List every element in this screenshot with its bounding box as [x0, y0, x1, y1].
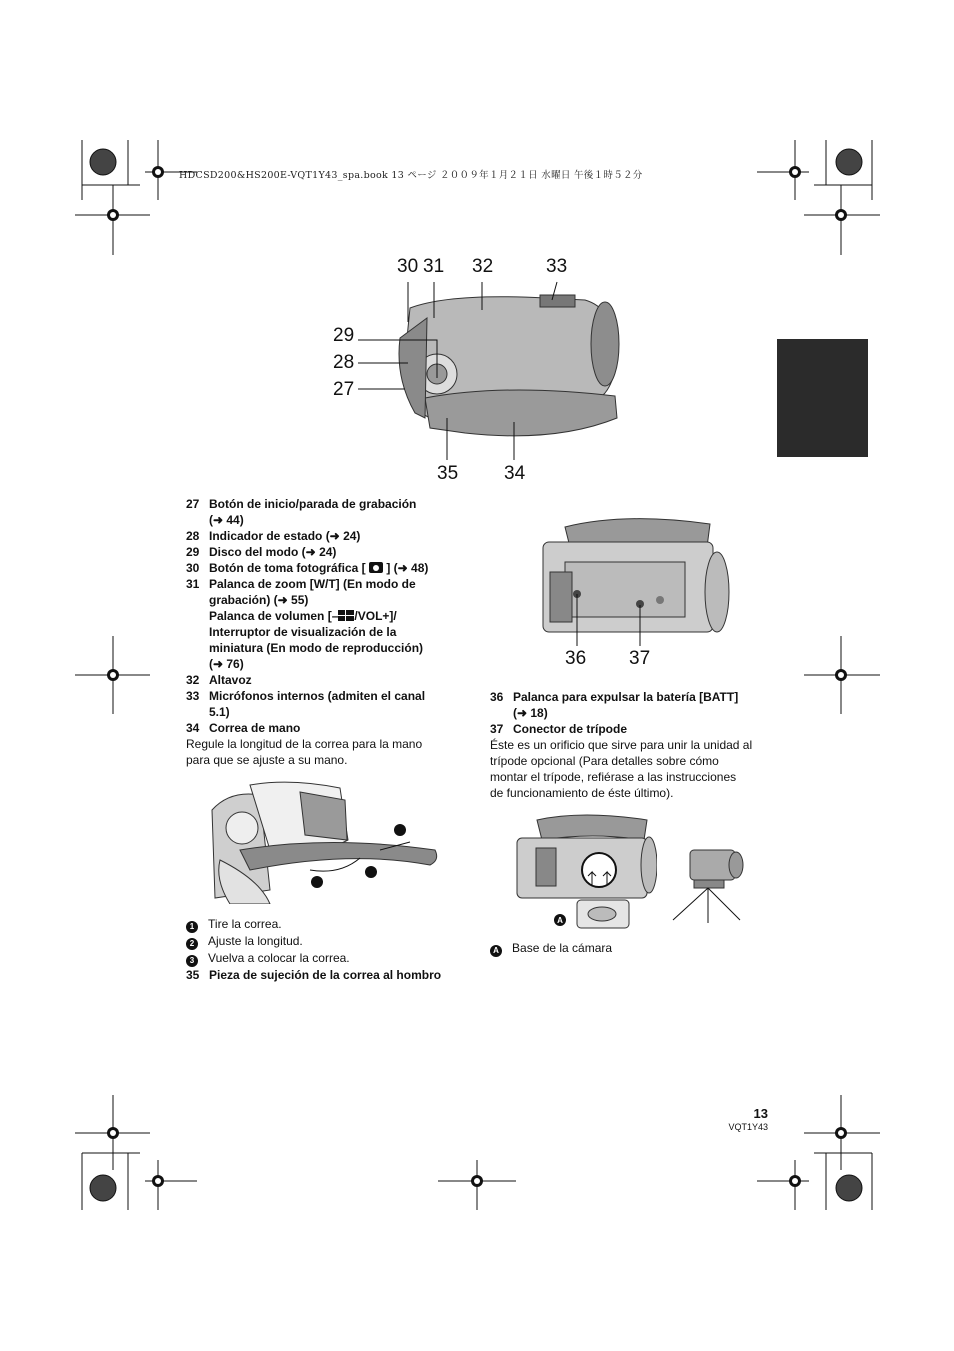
- list-item: 37 Conector de trípode: [490, 722, 628, 736]
- list-item: Interruptor de visualización de la miniatura (En modo de reproducción) (➜ 76): [209, 625, 424, 671]
- list-item: 33 Micrófonos internos (admiten el canal 5.1): [186, 689, 426, 719]
- strap-note: Regule la longitud de la correa para la mano para que se ajuste a su mano.: [186, 737, 423, 767]
- tripod-mount-illustration: [512, 810, 657, 930]
- list-item: 36 Palanca para expulsar la batería [BATT] (➜ 18): [490, 690, 739, 720]
- callout-35: 35: [437, 463, 459, 484]
- tripod-figure-mark-a: A: [557, 916, 563, 925]
- list-item: 27 Botón de inicio/parada de grabación (➜ 44): [186, 497, 417, 527]
- list-item: 29 Disco del modo (➜ 24): [186, 545, 337, 559]
- callout-37: 37: [629, 648, 651, 669]
- list-item: 1 Tire la correa.: [186, 916, 441, 933]
- callout-28: 28: [333, 352, 355, 373]
- list-item: 3 Vuelva a colocar la correa.: [186, 950, 441, 967]
- callout-27: 27: [333, 379, 355, 400]
- page-number: 13: [753, 1106, 768, 1121]
- callout-34: 34: [504, 463, 526, 484]
- callout-30: 30: [397, 256, 419, 277]
- book-file-header: HDCSD200&HS200E-VQT1Y43_spa.book 13 ページ ２００９年１月２１日 水曜日 午後１時５２分: [179, 170, 643, 181]
- list-item: 35 Pieza de sujeción de la correa al hombro: [186, 968, 442, 982]
- callout-36: 36: [565, 648, 587, 669]
- list-item: Palanca de volumen [– /VOL+]/: [209, 609, 397, 623]
- document-code: VQT1Y43: [728, 1122, 768, 1132]
- list-item: 28 Indicador de estado (➜ 24): [186, 529, 361, 543]
- camera-on-tripod-illustration: [668, 845, 748, 925]
- list-item: 34 Correa de mano: [186, 721, 301, 735]
- list-item: 31 Palanca de zoom [W/T] (En modo de grabación) (➜ 55): [186, 577, 416, 607]
- tripod-note: Éste es un orificio que sirve para unir la unidad al trípode opcional (Para detalles sobre cómo montar el trípode, refiérase a las instrucciones de funcionamiento de éste último).: [490, 738, 753, 800]
- list-item: 2 Ajuste la longitud.: [186, 933, 441, 950]
- callout-31: 31: [423, 256, 445, 277]
- callout-32: 32: [472, 256, 494, 277]
- list-item: 30 Botón de toma fotográfica [ ] (➜ 48): [186, 561, 429, 575]
- parts-list-right: [490, 689, 780, 801]
- hand-strap-illustration: [210, 780, 442, 904]
- callout-33: 33: [546, 256, 568, 277]
- strap-steps: [186, 916, 441, 983]
- callout-29: 29: [333, 325, 355, 346]
- base-note: A Base de la cámara: [490, 940, 612, 957]
- list-item: 32 Altavoz: [186, 673, 252, 687]
